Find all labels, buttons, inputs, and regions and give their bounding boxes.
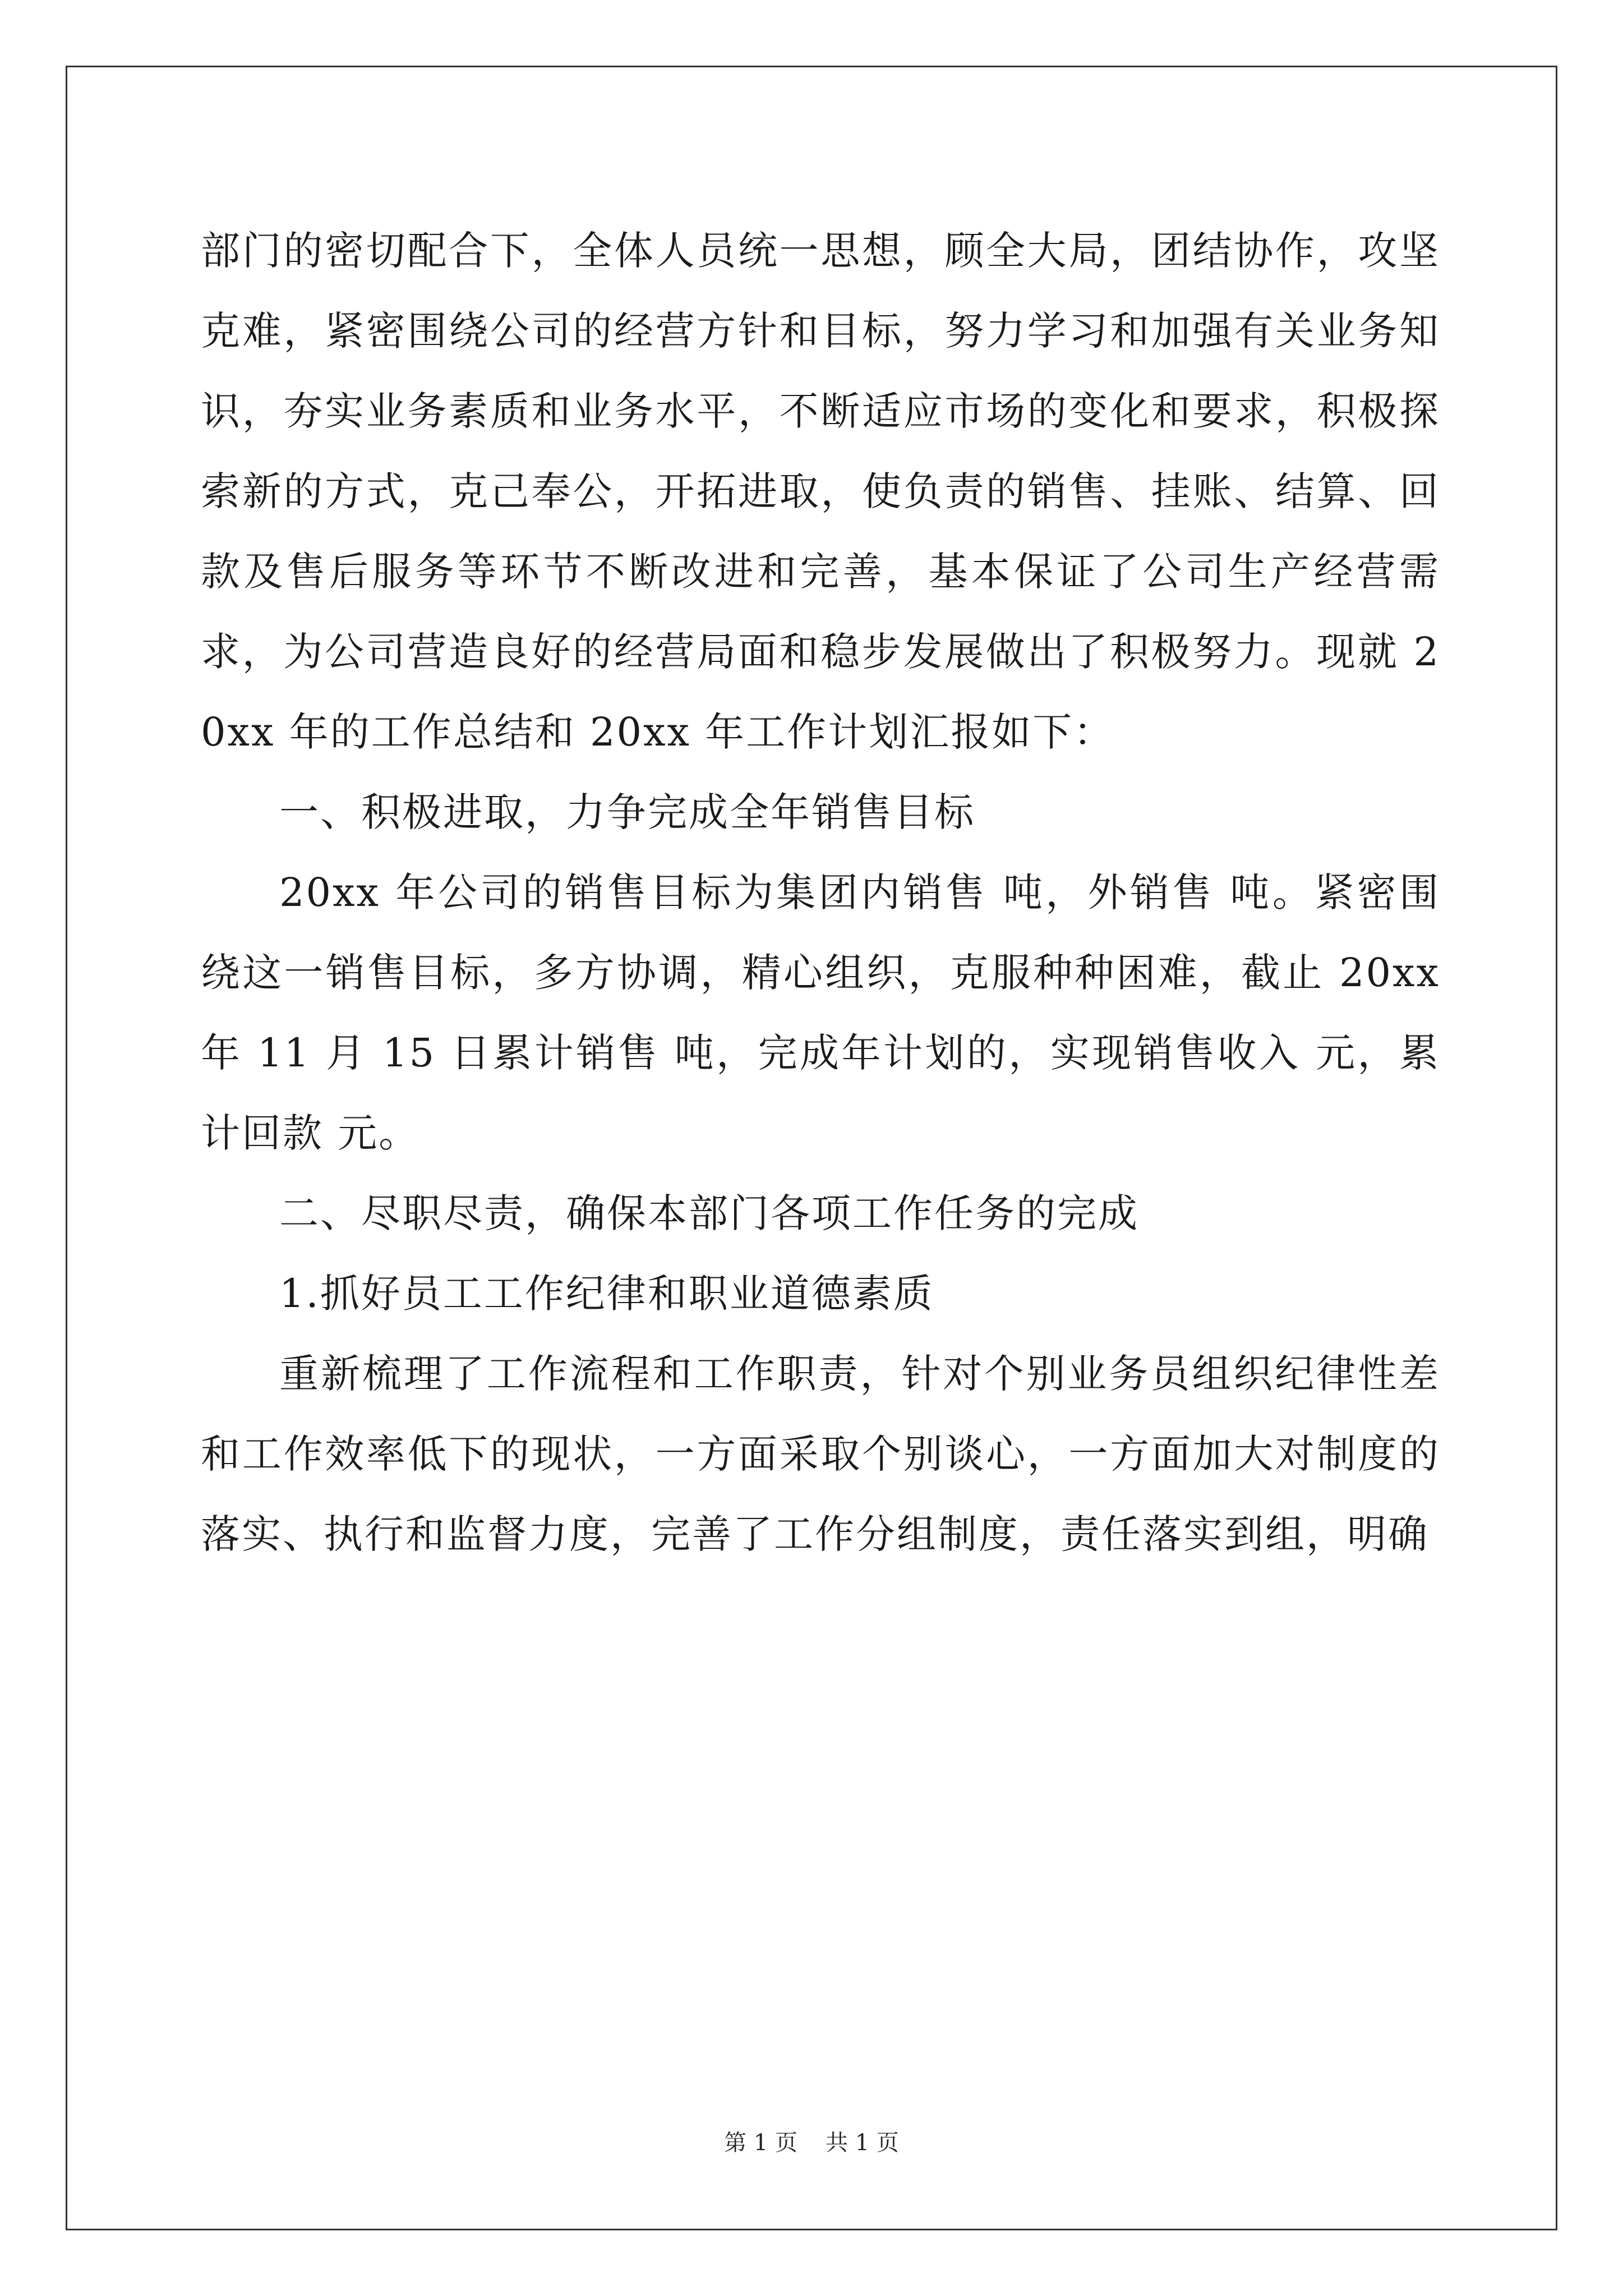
page-number-current: 第 1 页	[724, 2130, 797, 2156]
subheading-discipline: 1.抓好员工工作纪律和职业道德素质	[279, 1271, 934, 1317]
paragraph-sales-target: 20xx 年公司的销售目标为集团内销售 吨，外销售 吨。紧密围绕这一销售目标，多方协调，精心组织，克服种种困难，截止 20xx 年 11 月 15 日累计销售 吨，完成年计划的，实现销售收入 元，累计回款 元。	[201, 869, 1440, 1156]
heading-section-2: 二、尽职尽责，确保本部门各项工作任务的完成	[279, 1190, 1139, 1236]
paragraph-workflow: 重新梳理了工作流程和工作职责，针对个别业务员组织纪律性差和工作效率低下的现状，一方面采取个别谈心，一方面加大对制度的落实、执行和监督力度，完善了工作分组制度，责任落实到组，明确	[201, 1351, 1440, 1557]
paragraph-intro: 部门的密切配合下，全体人员统一思想，顾全大局，团结协作，攻坚克难，紧密围绕公司的经营方针和目标，努力学习和加强有关业务知识，夯实业务素质和业务水平，不断适应市场的变化和要求，积极探索新的方式，克己奉公，开拓进取，使负责的销售、挂账、结算、回款及售后服务等环节不断改进和完善，基本保证了公司生产经营需求，为公司营造良好的经营局面和稳步发展做出了积极努力。现就 20xx 年的工作总结和 20xx 年工作计划汇报如下：	[201, 228, 1440, 755]
heading-section-1: 一、积极进取，力争完成全年销售目标	[279, 789, 975, 835]
document-body	[201, 211, 1440, 1575]
page-footer	[0, 2129, 1623, 2157]
page-number-total: 共 1 页	[826, 2130, 899, 2156]
